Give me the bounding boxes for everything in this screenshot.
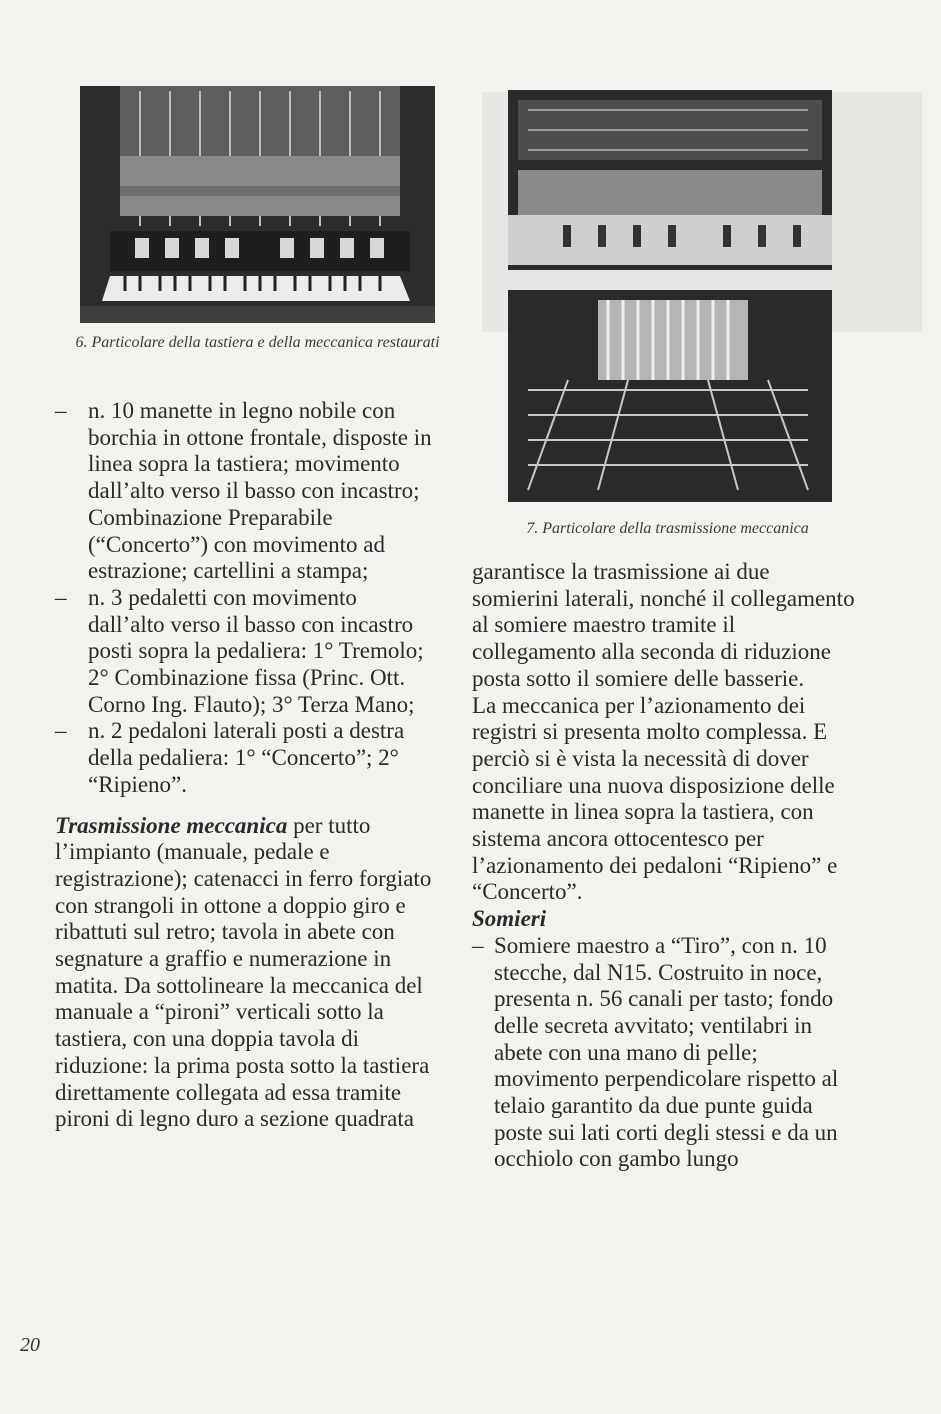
- section-text: per tutto l’impianto (manuale, pedale e registrazione); catenacci in ferro forgiato con strangoli in ottone a doppio giro e ribattuti sul retro; tavola in abete con segnature a graffio e numerazione in matita. Da sottolineare la meccanica del manuale a “pironi” verticali sotto la tastiera, con una doppia tavola di riduzione: la prima posta sotto la tastiera direttamente collegata ad essa tramite pironi di legno duro a sezione quadrata: [55, 812, 432, 1132]
- list-item-text: n. 2 pedaloni laterali posti a destra della pedaliera: 1° “Concerto”; 2° “Ripieno”.: [88, 718, 405, 797]
- subheading: Somieri: [472, 906, 547, 932]
- paragraph: garantisce la trasmissione ai due somierini laterali, nonché il collegamento al somiere maestro tramite il collegamento alla seconda di riduzione posta sotto il somiere delle basserie.: [472, 559, 855, 691]
- list-item: [55, 585, 435, 719]
- figure-6-caption: 6. Particolare della tastiera e della meccanica restaurati: [75, 334, 440, 351]
- figure-6-photo-keyboard: [80, 86, 435, 323]
- list-item-text: Somiere maestro a “Tiro”, con n. 10 stecche, dal N15. Costruito in noce, presenta n. 56 canali per tasto; fondo delle secreta avvitato; ventilabri in abete con una mano di pelle; movimento perpendicolare rispetto al telaio garantito da due punte guida poste sui lati corti degli stessi e da un occhiolo con gambo lungo: [494, 932, 839, 1172]
- section-title: Trasmissione meccanica: [55, 812, 288, 838]
- list-dash: –: [55, 398, 67, 423]
- right-column: [472, 559, 857, 1173]
- list-item-text: n. 3 pedaletti con movimento dall’alto verso il basso con incastro posti sopra la pedaliera: 1° Tremolo; 2° Combinazione fissa (Princ. Ott. Corno Ing. Flauto); 3° Terza Mano;: [88, 584, 424, 717]
- figure-7-photo-mechanism: [508, 90, 832, 502]
- section-paragraph: [55, 813, 435, 1133]
- list-dash: –: [55, 584, 67, 610]
- list-item: [55, 718, 435, 798]
- left-column: [55, 398, 435, 1133]
- paragraph: La meccanica per l’azionamento dei registri si presenta molto complessa. E perciò si è vista la necessità di dover conciliare una nuova disposizione delle manette in linea sopra la tastiera, con sistema ancora ottocentesco per l’azionamento dei pedaloni “Ripieno” e “Concerto”.: [472, 692, 838, 905]
- figure-7-caption: 7. Particolare della trasmissione meccanica: [526, 520, 809, 537]
- page-number: 20: [20, 1334, 40, 1356]
- list-dash: –: [472, 932, 484, 958]
- list-item-text: n. 10 manette in legno nobile con borchia in ottone frontale, disposte in linea sopra la tastiera; movimento dall’alto verso il basso con incastro; Combinazione Preparabile (“Concerto”) con movimento ad estrazione; cartellini a stampa;: [88, 398, 432, 584]
- list-dash: –: [55, 718, 67, 744]
- list-item: [472, 933, 857, 1173]
- list-item: [55, 398, 435, 585]
